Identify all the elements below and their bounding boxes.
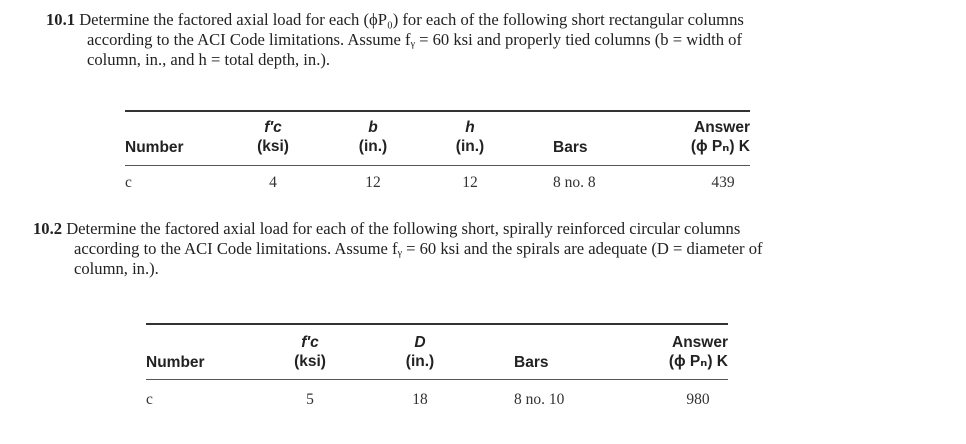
cell-answer: 980 xyxy=(686,391,710,408)
cell-fc: 5 xyxy=(306,391,314,408)
cell-b: 12 xyxy=(365,174,381,191)
problem-10-1-statement xyxy=(46,10,744,70)
header-b: b (in.) xyxy=(358,119,388,155)
cell-h: 12 xyxy=(462,174,478,191)
header-d: D (in.) xyxy=(405,334,435,370)
cell-bars: 8 no. 10 xyxy=(514,391,565,408)
problem-10-1-line-2: according to the ACI Code limitations. Assume fᵧ = 60 ksi and properly tied columns (b = width of xyxy=(87,30,742,49)
problem-10-2-line-1: 10.2 Determine the factored axial load for each of the following short, spirally reinforced circular columns xyxy=(33,219,741,238)
problem-10-1-line-3: column, in., and h = total depth, in.). xyxy=(87,50,331,69)
cell-d: 18 xyxy=(412,391,428,408)
problem-10-2-line-2: according to the ACI Code limitations. Assume fᵧ = 60 ksi and the spirals are adequate (D = diameter of xyxy=(74,239,763,258)
cell-answer: 439 xyxy=(711,174,735,191)
header-fc: f′c (ksi) xyxy=(294,334,326,370)
cell-number: c xyxy=(125,174,132,191)
problem-number: 10.2 xyxy=(33,219,63,238)
header-bars: Bars xyxy=(553,139,588,156)
cell-bars: 8 no. 8 xyxy=(553,174,596,191)
header-answer: Answer (ϕ Pₙ) K xyxy=(690,119,750,155)
header-bars: Bars xyxy=(514,354,549,371)
cell-fc: 4 xyxy=(269,174,277,191)
table-10-1 xyxy=(125,110,750,200)
cell-number: c xyxy=(146,391,153,408)
table-header-rule xyxy=(125,165,750,166)
problem-10-1-line-1: 10.1 Determine the factored axial load for each (ϕP₀) for each of the following short rectangular columns xyxy=(46,10,744,29)
table-top-rule xyxy=(125,110,750,112)
header-fc: f′c (ksi) xyxy=(257,119,289,155)
problem-number: 10.1 xyxy=(46,10,76,29)
problem-10-2-statement xyxy=(33,219,763,279)
header-h: h (in.) xyxy=(455,119,485,155)
table-header-rule xyxy=(146,379,728,380)
header-number: Number xyxy=(146,354,205,371)
problem-10-2-line-3: column, in.). xyxy=(74,259,159,278)
header-number: Number xyxy=(125,139,184,156)
table-top-rule xyxy=(146,323,728,325)
header-answer: Answer (ϕ Pₙ) K xyxy=(668,334,728,370)
table-10-2 xyxy=(146,323,728,418)
